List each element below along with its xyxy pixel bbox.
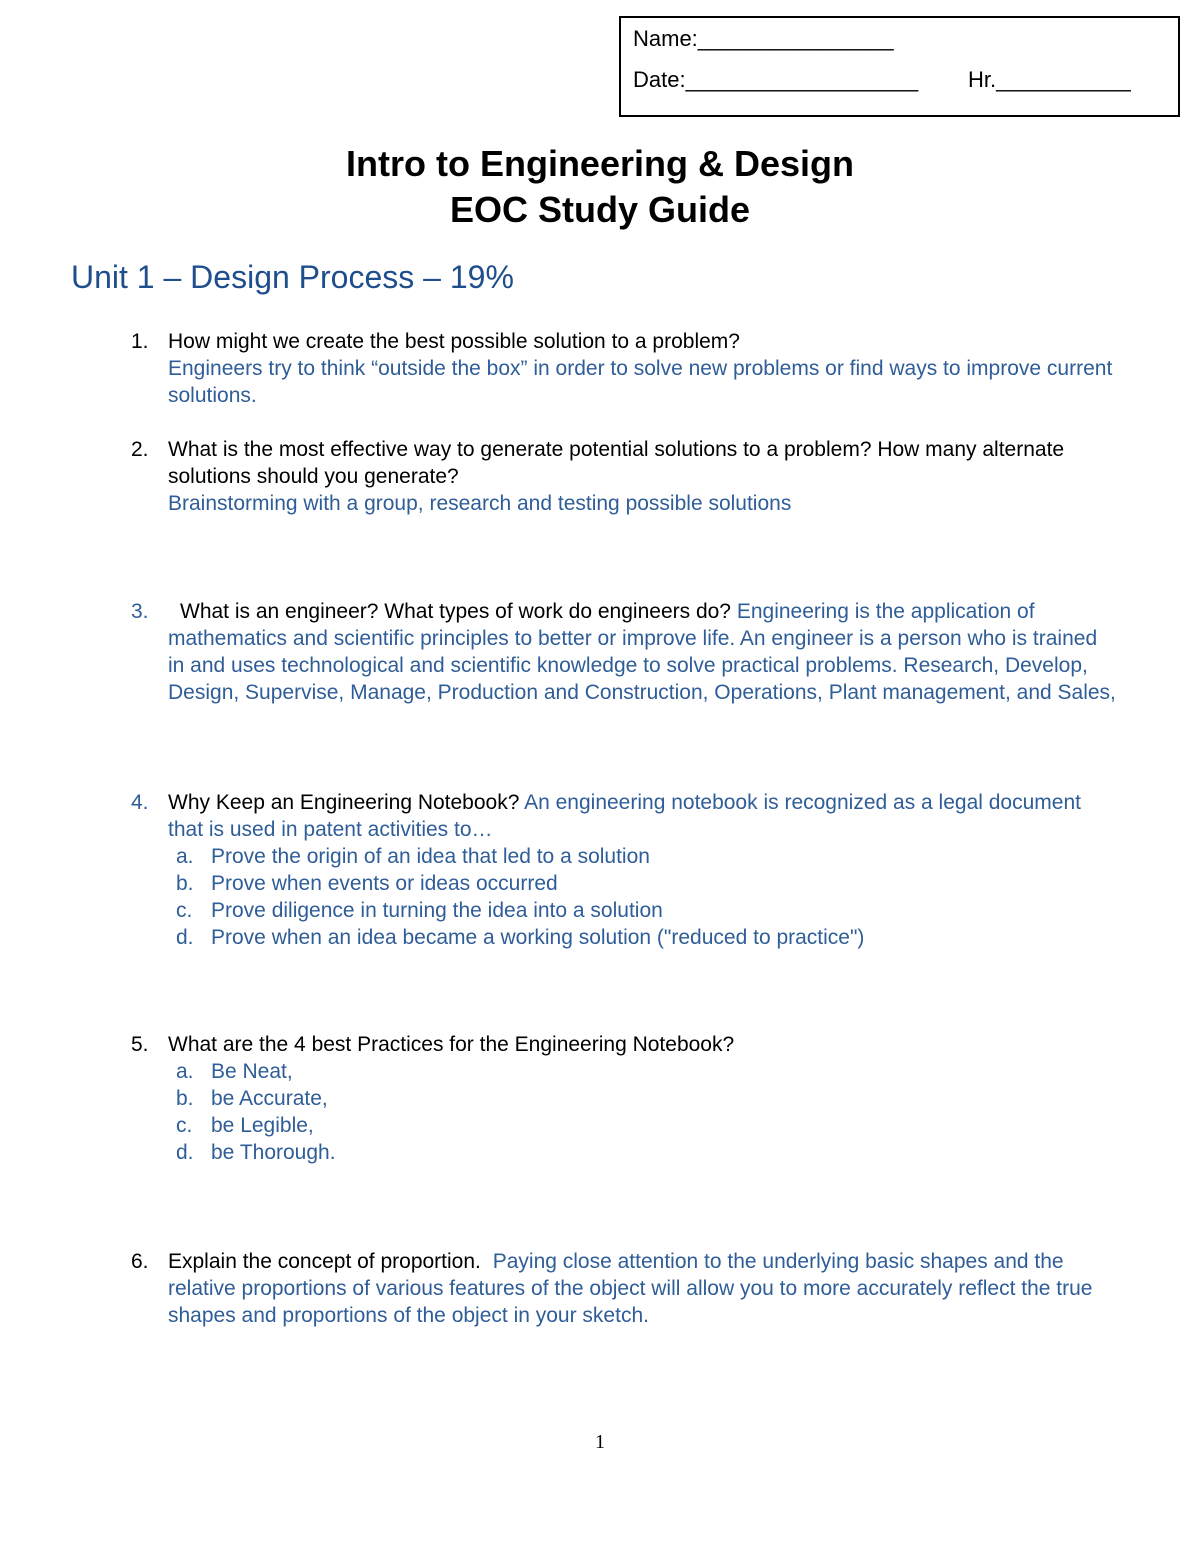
list-text: Prove when an idea became a working solution ("reduced to practice"): [211, 926, 865, 949]
question-text: Explain the concept of proportion.: [168, 1250, 481, 1273]
list-letter: a.: [176, 1060, 194, 1083]
list-item: [0, 1058, 1200, 1085]
answer-text: Paying close attention to the underlying basic shapes and the relative proportions of various features of the object will allow you to more accurately reflect the true shapes and proportions of the object in your sketch.: [168, 1250, 1093, 1327]
list-letter: b.: [176, 872, 194, 895]
question-text: What is the most effective way to generate potential solutions to a problem? How many alternate solutions should you generate?: [168, 438, 1065, 488]
list-text: Prove when events or ideas occurred: [211, 872, 558, 895]
list-text: Prove diligence in turning the idea into a solution: [211, 899, 663, 922]
list-item: [0, 1085, 1200, 1112]
question-number: 5.: [131, 1033, 149, 1056]
list-item: [0, 924, 1200, 951]
list-text: be Legible,: [211, 1114, 314, 1137]
answer-text: An engineering notebook is recognized as a legal document that is used in patent activities to…: [168, 791, 1081, 841]
answer-text: Engineering is the application of mathematics and scientific principles to better or improve life. An engineer is a person who is trained in and uses technological and scientific knowledge to solve practical problems. Research, Develop, Design, Supervise, Manage, Production and Construction, Operations, Plant management, and Sales,: [168, 600, 1116, 704]
list-item: [0, 897, 1200, 924]
list-letter: c.: [176, 1114, 193, 1137]
list-text: be Accurate,: [211, 1087, 328, 1110]
document-title: Intro to Engineering & Design: [345, 143, 854, 184]
name-field: Name:________________: [633, 26, 894, 51]
question-text: What is an engineer? What types of work do engineers do?: [180, 600, 731, 623]
question-number: 6.: [131, 1250, 149, 1273]
list-letter: c.: [176, 899, 193, 922]
question-number: 3.: [131, 600, 149, 623]
question-text: How might we create the best possible solution to a problem?: [168, 330, 740, 353]
page-number: 1: [595, 1431, 605, 1453]
list-item: [0, 1139, 1200, 1166]
list-item: [0, 1112, 1200, 1139]
question-text: What are the 4 best Practices for the Engineering Notebook?: [168, 1033, 735, 1056]
list-item: [0, 843, 1200, 870]
question-number: 1.: [131, 330, 149, 353]
list-text: Be Neat,: [211, 1060, 293, 1083]
list-item: [0, 870, 1200, 897]
answer-text: Engineers try to think “outside the box” in order to solve new problems or find ways to improve current solutions.: [168, 357, 1113, 407]
question-text: Why Keep an Engineering Notebook?: [168, 791, 520, 814]
unit-heading: Unit 1 – Design Process – 19%: [71, 259, 514, 295]
document-subtitle: EOC Study Guide: [449, 189, 751, 230]
answer-text: Brainstorming with a group, research and testing possible solutions: [168, 492, 792, 515]
list-letter: d.: [176, 1141, 194, 1164]
list-letter: d.: [176, 926, 194, 949]
list-text: be Thorough.: [211, 1141, 336, 1164]
date-field: Date:___________________: [633, 67, 919, 92]
list-letter: a.: [176, 845, 194, 868]
hour-field: Hr.___________: [968, 67, 1131, 92]
name-date-box: [619, 16, 1180, 117]
list-letter: b.: [176, 1087, 194, 1110]
list-text: Prove the origin of an idea that led to a solution: [211, 845, 650, 868]
question-number: 2.: [131, 438, 149, 461]
question-number: 4.: [131, 791, 149, 814]
